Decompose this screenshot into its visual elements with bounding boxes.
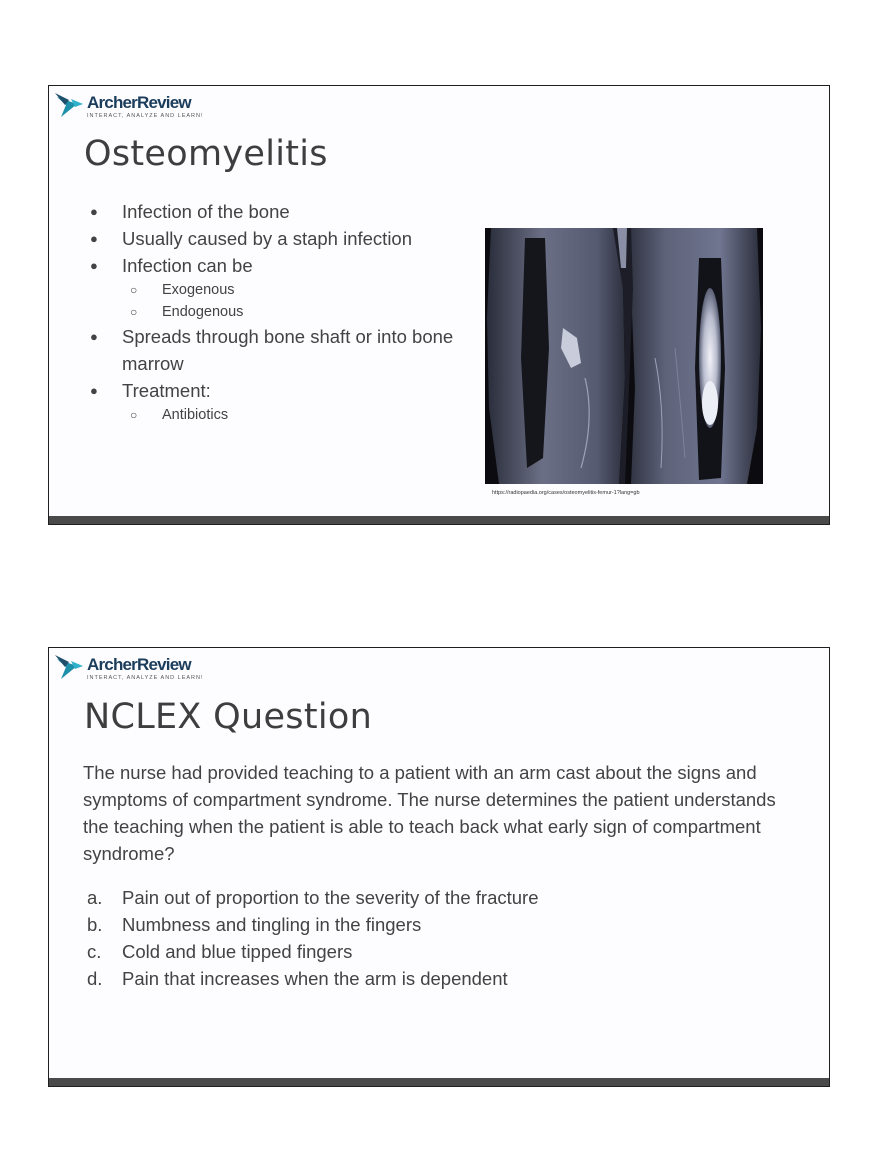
option-letter: c. bbox=[87, 941, 102, 962]
slide-nclex-question bbox=[48, 647, 830, 1087]
archer-review-logo bbox=[55, 653, 215, 683]
archer-review-logo bbox=[55, 91, 215, 121]
slide-title: NCLEX Question bbox=[84, 697, 373, 737]
option-text: Cold and blue tipped fingers bbox=[122, 941, 353, 962]
option-letter: d. bbox=[87, 968, 103, 989]
logo-wordmark: ArcherReview bbox=[87, 655, 191, 674]
bullet-item: ● Spreads through bone shaft or into bone marrow bbox=[84, 323, 474, 377]
answer-option-b bbox=[83, 911, 783, 938]
logo-tagline: INTERACT, ANALYZE AND LEARN! bbox=[87, 675, 204, 681]
slide-title: Osteomyelitis bbox=[84, 134, 328, 174]
sub-bullet-item: ○ Antibiotics bbox=[84, 404, 474, 426]
answer-options-list bbox=[83, 884, 783, 992]
question-stem: The nurse had provided teaching to a patient with an arm cast about the signs and symptoms of compartment syndrome. The nurse determines the patient understands the teaching when the patient is able to teach back what early sign of compartment syndrome? bbox=[83, 762, 776, 864]
bullet-item: ● Usually caused by a staph infection bbox=[84, 225, 474, 252]
option-text: Pain out of proportion to the severity of the fracture bbox=[122, 887, 539, 908]
bullet-item: ● Infection of the bone bbox=[84, 198, 474, 225]
answer-option-a bbox=[83, 884, 783, 911]
answer-option-c bbox=[83, 938, 783, 965]
answer-option-d bbox=[83, 965, 783, 992]
slide-footer-bar bbox=[49, 516, 829, 524]
option-letter: a. bbox=[87, 887, 103, 908]
bullet-item: ● Infection can be bbox=[84, 252, 474, 279]
slide-footer-bar bbox=[49, 1078, 829, 1086]
sub-bullet-item: ○ Exogenous bbox=[84, 279, 474, 301]
archer-arrow-logo-icon bbox=[55, 653, 85, 681]
slide-osteomyelitis bbox=[48, 85, 830, 525]
logo-tagline: INTERACT, ANALYZE AND LEARN! bbox=[87, 113, 204, 119]
logo-wordmark: ArcherReview bbox=[87, 93, 191, 112]
mri-femur-image bbox=[485, 228, 763, 484]
bullet-item: ● Treatment: bbox=[84, 377, 474, 404]
image-source-caption: https://radiopaedia.org/cases/osteomyelitis-femur-1?lang=gb bbox=[492, 490, 640, 496]
archer-arrow-logo-icon bbox=[55, 91, 85, 119]
option-text: Numbness and tingling in the fingers bbox=[122, 914, 422, 935]
sub-bullet-item: ○ Endogenous bbox=[84, 301, 474, 323]
bullet-list bbox=[84, 198, 474, 426]
option-letter: b. bbox=[87, 914, 103, 935]
option-text: Pain that increases when the arm is dependent bbox=[122, 968, 508, 989]
